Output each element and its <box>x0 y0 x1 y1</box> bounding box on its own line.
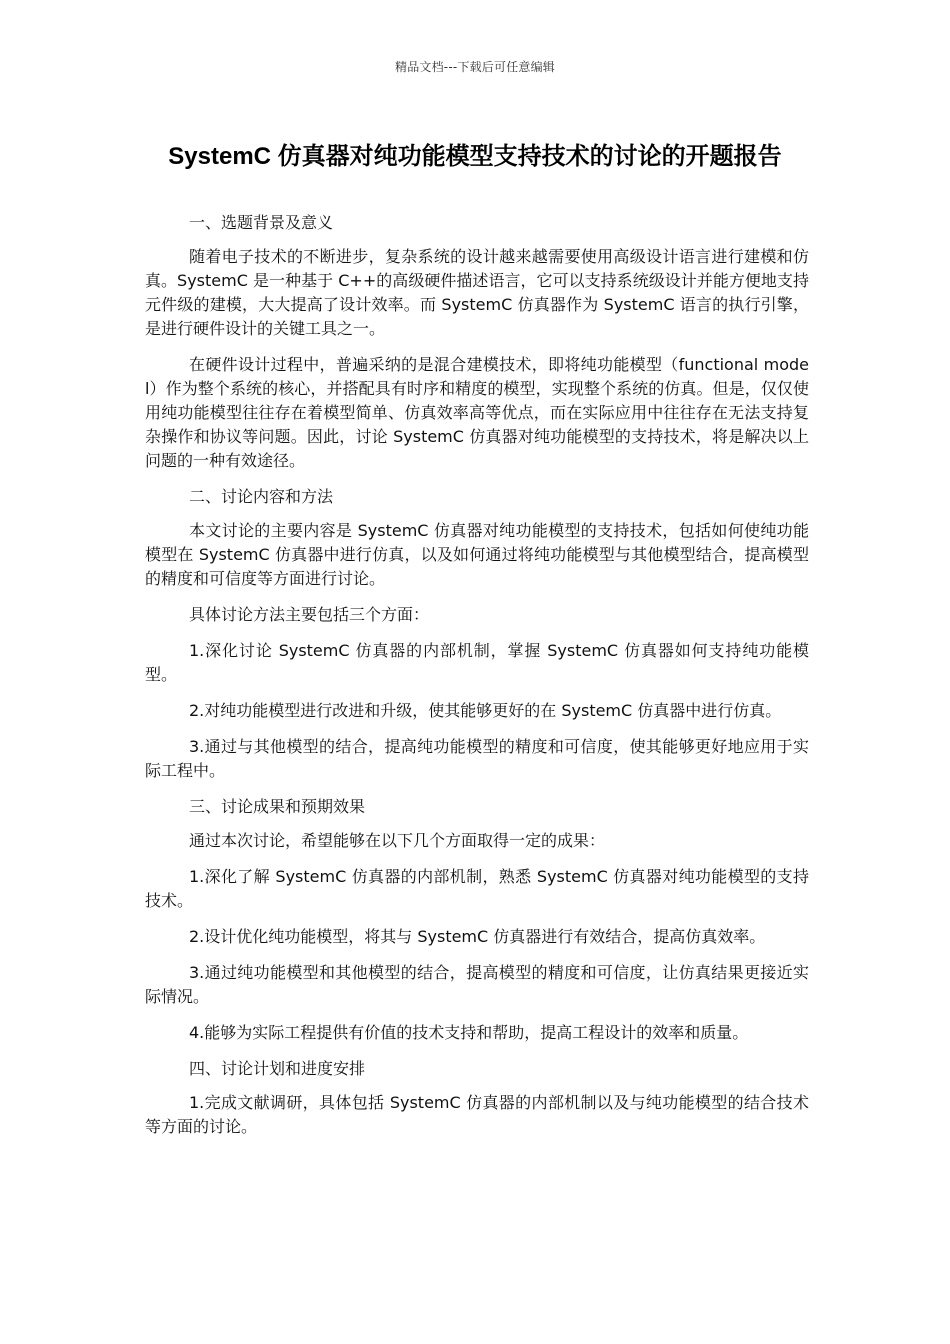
section-heading-2: 二、讨论内容和方法 <box>189 487 334 506</box>
section-heading-1: 一、选题背景及意义 <box>189 213 334 232</box>
paragraph-results-intro: 通过本次讨论，希望能够在以下几个方面取得一定的成果： <box>189 831 606 850</box>
list-item-method-3: 3.通过与其他模型的结合，提高纯功能模型的精度和可信度，使其能够更好地应用于实际工程中。 <box>145 737 809 780</box>
section-heading-3: 三、讨论成果和预期效果 <box>189 797 366 816</box>
list-item-method-1: 1.深化讨论 SystemC 仿真器的内部机制，掌握 SystemC 仿真器如何支持纯功能模型。 <box>145 641 809 684</box>
paragraph-background-2: 在硬件设计过程中，普遍采纳的是混合建模技术，即将纯功能模型（functional model）作为整个系统的核心，并搭配具有时序和精度的模型，实现整个系统的仿真。但是，仅仅使用纯功能模型往往存在着模型简单、仿真效率高等优点，而在实际应用中往往存在无法支持复杂操作和协议等问题。因此，讨论 SystemC 仿真器对纯功能模型的支持技术，将是解决以上问题的一种有效途径。 <box>145 355 809 470</box>
list-item-result-2: 2.设计优化纯功能模型，将其与 SystemC 仿真器进行有效结合，提高仿真效率。 <box>189 927 766 946</box>
list-item-result-1: 1.深化了解 SystemC 仿真器的内部机制，熟悉 SystemC 仿真器对纯功能模型的支持技术。 <box>145 867 809 910</box>
page-header: 精品文档---下载后可任意编辑 <box>395 60 555 74</box>
section-heading-4: 四、讨论计划和进度安排 <box>189 1059 366 1078</box>
document-body <box>145 211 809 1151</box>
document-title: SystemC 仿真器对纯功能模型支持技术的讨论的开题报告 <box>168 143 782 170</box>
paragraph-content: 本文讨论的主要内容是 SystemC 仿真器对纯功能模型的支持技术，包括如何使纯功能模型在 SystemC 仿真器中进行仿真，以及如何通过将纯功能模型与其他模型结合，提高模型的精度和可信度等方面进行讨论。 <box>145 521 809 588</box>
list-item-result-4: 4.能够为实际工程提供有价值的技术支持和帮助，提高工程设计的效率和质量。 <box>189 1023 749 1042</box>
list-item-plan-1: 1.完成文献调研，具体包括 SystemC 仿真器的内部机制以及与纯功能模型的结合技术等方面的讨论。 <box>145 1093 809 1136</box>
list-item-result-3: 3.通过纯功能模型和其他模型的结合，提高模型的精度和可信度，让仿真结果更接近实际情况。 <box>145 963 809 1006</box>
list-item-method-2: 2.对纯功能模型进行改进和升级，使其能够更好的在 SystemC 仿真器中进行仿真。 <box>189 701 782 720</box>
paragraph-background-1: 随着电子技术的不断进步，复杂系统的设计越来越需要使用高级设计语言进行建模和仿真。SystemC 是一种基于 C++的高级硬件描述语言，它可以支持系统级设计并能方便地支持元件级的建模，大大提高了设计效率。而 SystemC 仿真器作为 SystemC 语言的执行引擎，是进行硬件设计的关键工具之一。 <box>145 247 809 338</box>
paragraph-methods-intro: 具体讨论方法主要包括三个方面： <box>189 605 430 624</box>
